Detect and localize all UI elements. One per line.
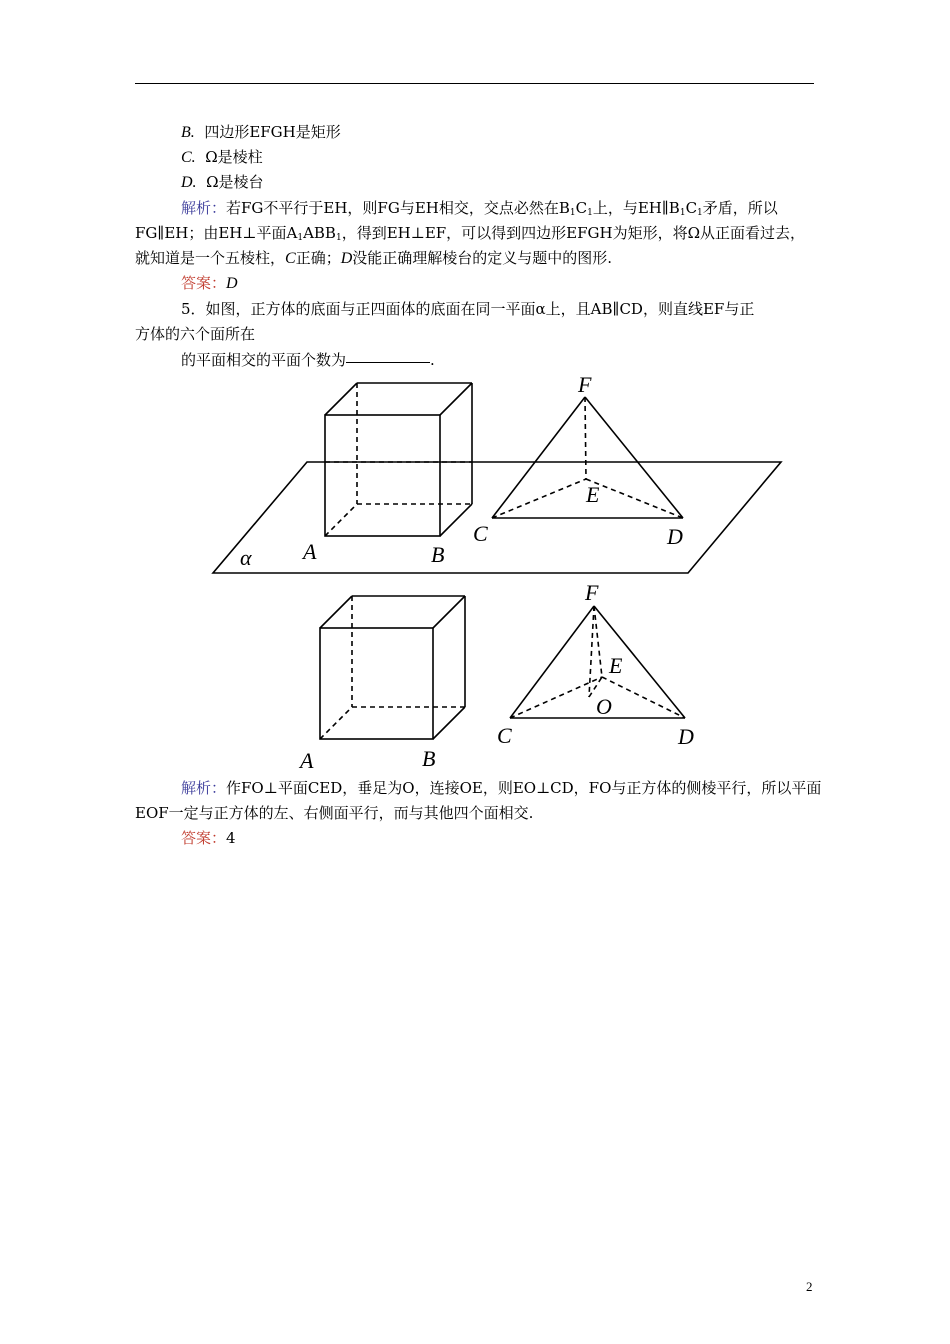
cube-edge <box>440 504 472 536</box>
label2-o: O <box>596 694 612 719</box>
q5-text: . <box>430 351 435 369</box>
label2-a: A <box>300 748 314 773</box>
analysis5-line2: EOF一定与正方体的左、右侧面平行，而与其他四个面相交. <box>135 804 534 822</box>
answer5 <box>181 829 236 847</box>
cube2-edge <box>320 596 352 628</box>
bottom-figure <box>320 596 685 739</box>
cube-front-face <box>325 415 440 536</box>
subscript: 1 <box>587 208 593 218</box>
subscript: 1 <box>335 233 342 243</box>
label-c: C <box>473 521 488 546</box>
tetra-hidden-edge <box>585 397 586 479</box>
cube2-front-face <box>320 628 433 739</box>
q5-text: 的平面相交的平面个数为 <box>181 351 347 369</box>
label2-d: D <box>678 724 694 749</box>
cube-edge <box>440 383 472 415</box>
analysis5-line1 <box>181 779 821 797</box>
analysis4-letter: D <box>340 250 353 267</box>
answer4-value: D <box>226 275 238 292</box>
bottom-figure-labels <box>298 580 694 773</box>
cube2-edge <box>433 596 465 628</box>
analysis5-text: 作FO⊥平面CED，垂足为O，连接OE，则EO⊥CD，FO与正方体的侧棱平行，所以平面 <box>226 779 822 797</box>
analysis4-text: 若FG不平行于EH，则FG与EH相交，交点必然在B <box>226 199 570 217</box>
label-b: B <box>431 542 445 567</box>
option-c-letter: C. <box>181 149 196 166</box>
answer5-label: 答案： <box>181 829 227 847</box>
cube2-edge <box>433 707 465 739</box>
subscript: 1 <box>569 208 576 218</box>
analysis4-text: 矛盾，所以 <box>702 199 778 217</box>
subscript: 1 <box>679 208 686 218</box>
q5-line1: 5．如图，正方体的底面与正四面体的底面在同一平面α上，且AB∥CD，则直线EF与正 <box>181 300 755 318</box>
top-figure <box>213 383 781 573</box>
option-b-text: 四边形EFGH是矩形 <box>204 123 341 141</box>
answer5-value: 4 <box>226 829 236 847</box>
answer4-label: 答案： <box>181 274 227 292</box>
analysis4-text: C <box>575 199 588 217</box>
analysis4-text: ABB <box>303 224 336 242</box>
analysis5-label: 解析： <box>181 779 227 797</box>
analysis4-text: 没能正确理解棱台的定义与题中的图形. <box>352 249 613 267</box>
analysis4-text: C <box>685 199 698 217</box>
tetra-hidden-edge <box>586 479 683 518</box>
tetra2-hidden-edge <box>594 606 602 677</box>
tetra2-hidden-edge <box>602 677 685 718</box>
subscript: 1 <box>697 208 703 218</box>
analysis4-text: ，得到EH⊥EF，可以得到四边形EFGH为矩形，将Ω从正面看过去， <box>341 224 806 242</box>
analysis4-text: 上，与EH∥B <box>592 199 680 217</box>
option-d-text: Ω是棱台 <box>206 173 264 191</box>
option-b-letter: B. <box>181 124 195 141</box>
label2-c: C <box>497 723 512 748</box>
analysis4-text: 正确； <box>295 249 341 267</box>
label-f: F <box>578 372 592 397</box>
tetra-edge-fc <box>492 397 585 518</box>
option-d-letter: D. <box>181 174 197 191</box>
label-d: D <box>667 524 683 549</box>
q5-line2: 方体的六个面所在 <box>135 325 256 343</box>
page-number: 2 <box>806 1279 813 1294</box>
label-a: A <box>303 539 317 564</box>
cube-hidden-edge <box>325 504 357 536</box>
label2-f: F <box>585 580 599 605</box>
label-alpha: α <box>240 545 252 570</box>
subscript: 1 <box>297 233 304 243</box>
analysis4-letter: C <box>285 250 296 267</box>
tetra2-hidden-edge <box>510 677 602 718</box>
cube-edge <box>325 383 357 415</box>
top-figure-labels <box>240 372 683 570</box>
tetra2-hidden-edge-fo <box>589 606 594 697</box>
analysis4-text: 就知道是一个五棱柱， <box>135 249 286 267</box>
option-c-text: Ω是棱柱 <box>205 148 263 166</box>
tetra2-edge-fc <box>510 606 594 718</box>
analysis4-label: 解析： <box>181 199 227 217</box>
label-e: E <box>586 482 600 507</box>
cube2-hidden-edge <box>320 707 352 739</box>
label2-e: E <box>609 653 623 678</box>
analysis4-text: FG∥EH；由EH⊥平面A <box>135 224 298 242</box>
tetra-edge-fd <box>585 397 683 518</box>
label2-b: B <box>422 746 436 771</box>
